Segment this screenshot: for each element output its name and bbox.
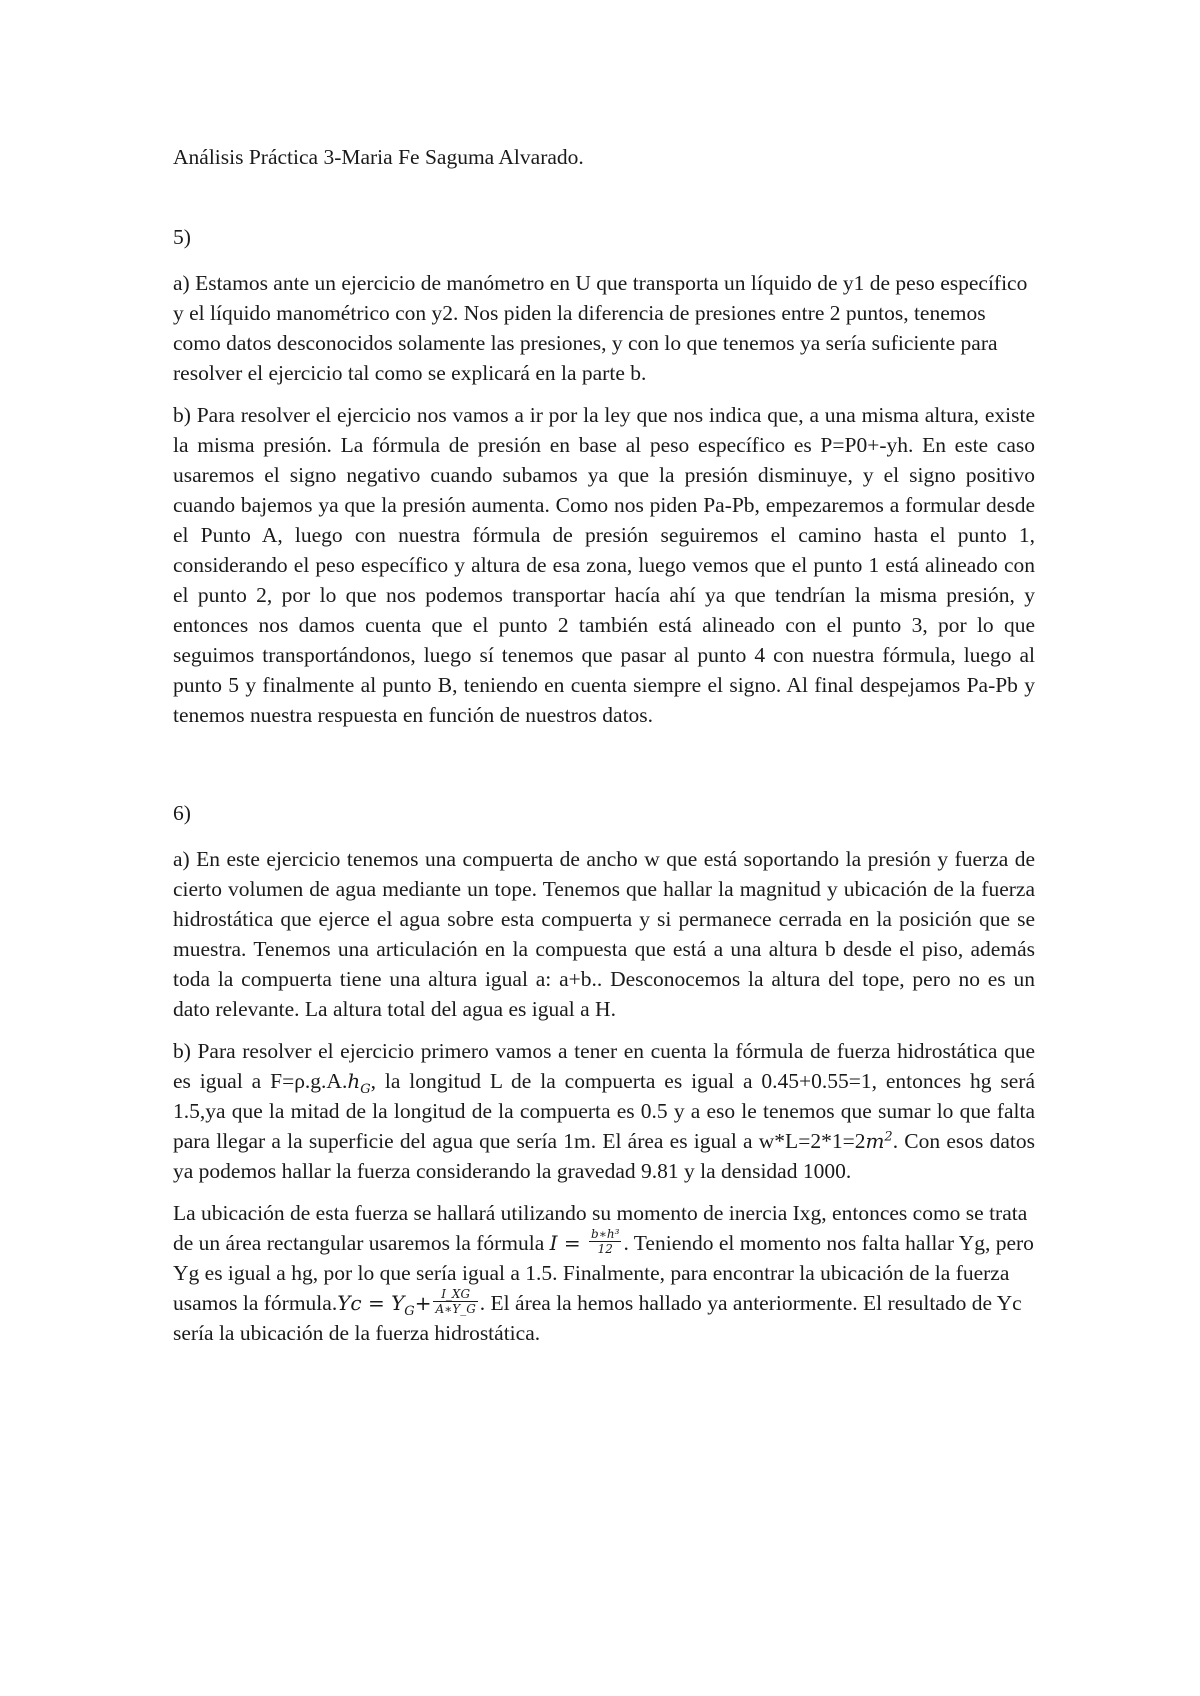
section-spacer [173,742,1035,798]
inertia-fraction: $\frac{\text{b∗h³}}{12}$ [591,1227,620,1256]
q6c-text-1: La ubicación de esta fuerza se hallará utilizando su momento de inercia Ixg, entonces como se trata de un área rectangular usaremos la fórmula [173,1201,1028,1255]
inertia-formula: I = $\frac{\text{b∗h³}}{12}$ [549,1227,620,1256]
q6b-text-2: , la longitud L de la compuerta es igual a 0.45+0.55=1, entonces hg será 1.5,ya que la mitad de la longitud de la compuerta es 0.5 y a eso le tenemos que sumar lo que falta para llegar a la superficie del agua que sería 1m. El área es igual a w*L=2*1=2 [173,1069,1035,1153]
question-6-location [173,1198,1035,1348]
q6c-text-2: . Teniendo el momento nos falta hallar Yg, pero Yg es igual a hg, por lo que sería igual a 1.5. Finalmente, para encontrar la ubicación de la fuerza usamos la fórmula. [173,1231,1034,1315]
yc-formula: $Yc = Y_G+$ $\frac{I\_XG}{A∗Y\_G}$ [337,1287,476,1319]
area-unit: $m^2$ [865,1129,893,1153]
question-6-number: 6) [173,801,191,825]
question-5-part-b: b) Para resolver el ejercicio nos vamos a ir por la ley que nos indica que, a una misma altura, existe la misma presión. La fórmula de presión en base al peso específico es P=P0+-yh. En este caso usaremos el signo negativo cuando subamos ya que la presión disminuye, y el signo positivo cuando bajemos ya que la presión aumenta. Como nos piden Pa-Pb, empezaremos a formular desde el Punto A, luego con nuestra fórmula de presión seguiremos el camino hasta el punto 1, considerando el peso específico y altura de esa zona, luego vemos que el punto 1 está alineado con el punto 2, por lo que nos podemos transportar hacía ahí ya que tendrían la misma presión, y entonces nos damos cuenta que el punto 2 también está alineado con el punto 3, por lo que seguimos transportándonos, luego sí tenemos que pasar al punto 4 con nuestra fórmula, luego al punto 5 y finalmente al punto B, teniendo en cuenta siempre el signo. Al final despejamos Pa-Pb y tenemos nuestra respuesta en función de nuestros datos. [173,403,1035,727]
yc-fraction: $\frac{I\_XG}{A∗Y\_G}$ [435,1287,476,1316]
document-page [173,142,1035,1360]
q6c-text-3: . El área la hemos hallado ya anteriormente. El resultado de Yc sería la ubicación de la fuerza hidrostática. [173,1291,1022,1345]
q6b-text-1: b) Para resolver el ejercicio primero vamos a tener en cuenta la fórmula de fuerza hidrostática que es igual a F=ρ.g.A. [173,1039,1035,1093]
q6b-text-3: . Con esos datos ya podemos hallar la fuerza considerando la gravedad 9.81 y la densidad 1000. [173,1129,1036,1183]
question-5-number: 5) [173,225,191,249]
question-6-part-b [173,1036,1035,1186]
question-6-part-a: a) En este ejercicio tenemos una compuerta de ancho w que está soportando la presión y fuerza de cierto volumen de agua mediante un tope. Tenemos que hallar la magnitud y ubicación de la fuerza hidrostática que ejerce el agua sobre esta compuerta y si permanece cerrada en la posición que se muestra. Tenemos una articulación en la compuesta que está a una altura b desde el piso, además toda la compuerta tiene una altura igual a: a+b.. Desconocemos la altura del tope, pero no es un dato relevante. La altura total del agua es igual a H. [173,847,1035,1021]
document-title: Análisis Práctica 3-Maria Fe Saguma Alvarado. [173,145,584,169]
hg-symbol: $h_G$ [347,1069,371,1097]
question-5-part-a: a) Estamos ante un ejercicio de manómetro en U que transporta un líquido de y1 de peso específico y el líquido manométrico con y2. Nos piden la diferencia de presiones entre 2 puntos, tenemos como datos desconocidos solamente las presiones, y con lo que tenemos ya sería suficiente para resolver el ejercicio tal como se explicará en la parte b. [173,271,1028,385]
